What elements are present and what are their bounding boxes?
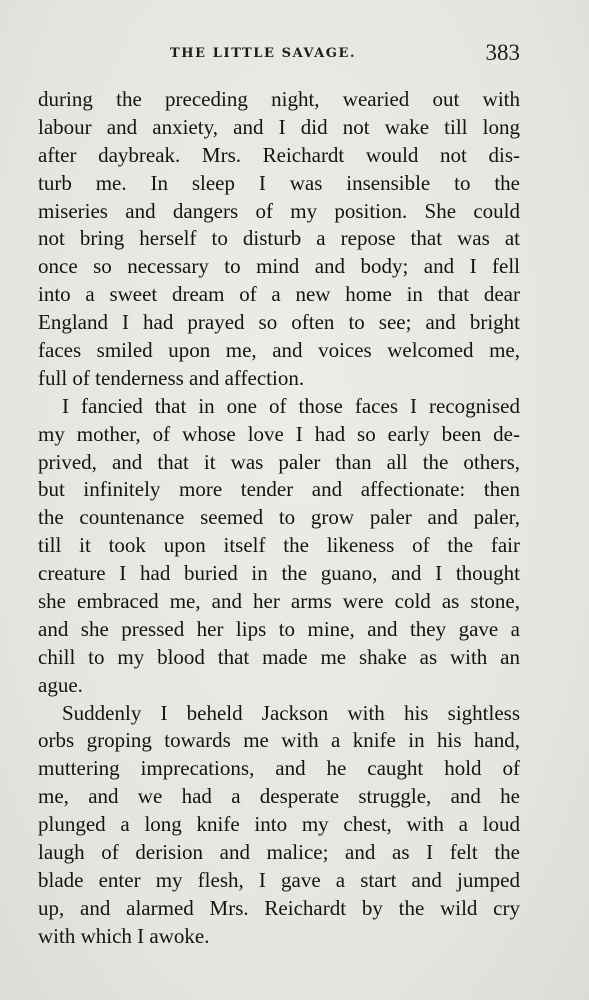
page-number: 383 (485, 40, 520, 65)
text-line: during the preceding night, wearied out with (38, 87, 520, 111)
running-title: THE LITTLE SAVAGE. (170, 46, 357, 61)
text-line: turb me. In sleep I was insensible to the (38, 170, 520, 195)
text-line: with which I awoke. (38, 923, 210, 948)
text-line: blade enter my flesh, I gave a start and jumped (38, 867, 520, 892)
text-line: full of tenderness and affection. (38, 365, 305, 390)
text-line: I fancied that in one of those faces I recognised (62, 393, 520, 418)
text-line: faces smiled upon me, and voices welcomed me, (38, 338, 520, 363)
text-line: she embraced me, and her arms were cold as stone, (38, 589, 520, 614)
text-line: into a sweet dream of a new home in that dear (38, 282, 520, 307)
paragraph-3 (38, 700, 520, 951)
text-line: muttering imprecations, and he caught hold of (38, 756, 520, 781)
paragraph-1 (38, 86, 520, 393)
text-line: up, and alarmed Mrs. Reichardt by the wild cry (38, 895, 520, 920)
text-line: and she pressed her lips to mine, and they gave a (38, 616, 520, 641)
text-line: orbs groping towards me with a knife in his hand, (38, 728, 520, 753)
text-line: the countenance seemed to grow paler and paler, (38, 505, 520, 530)
text-line: not bring herself to disturb a repose that was at (38, 226, 520, 251)
text-line: till it took upon itself the likeness of the fair (38, 533, 520, 558)
text-line: miseries and dangers of my position. She could (38, 198, 520, 223)
text-line: Suddenly I beheld Jackson with his sightless (62, 700, 520, 725)
text-line: labour and anxiety, and I did not wake till long (38, 114, 520, 139)
text-line: me, and we had a desperate struggle, and he (38, 784, 520, 809)
text-line: plunged a long knife into my chest, with a loud (38, 812, 520, 837)
text-line: England I had prayed so often to see; and bright (38, 310, 520, 335)
text-line: after daybreak. Mrs. Reichardt would not dis- (38, 142, 520, 167)
text-line: ague. (38, 672, 83, 697)
text-line: my mother, of whose love I had so early been de- (38, 421, 520, 446)
paragraph-2 (38, 393, 520, 700)
text-line: once so necessary to mind and body; and I fell (38, 254, 520, 279)
text-line: creature I had buried in the guano, and I thought (38, 561, 520, 586)
text-line: laugh of derision and malice; and as I felt the (38, 840, 520, 865)
running-head (40, 40, 520, 70)
body-text (38, 86, 520, 951)
text-line: prived, and that it was paler than all the others, (38, 449, 520, 474)
text-line: but infinitely more tender and affectionate: then (38, 477, 520, 502)
text-line: chill to my blood that made me shake as with an (38, 644, 520, 669)
